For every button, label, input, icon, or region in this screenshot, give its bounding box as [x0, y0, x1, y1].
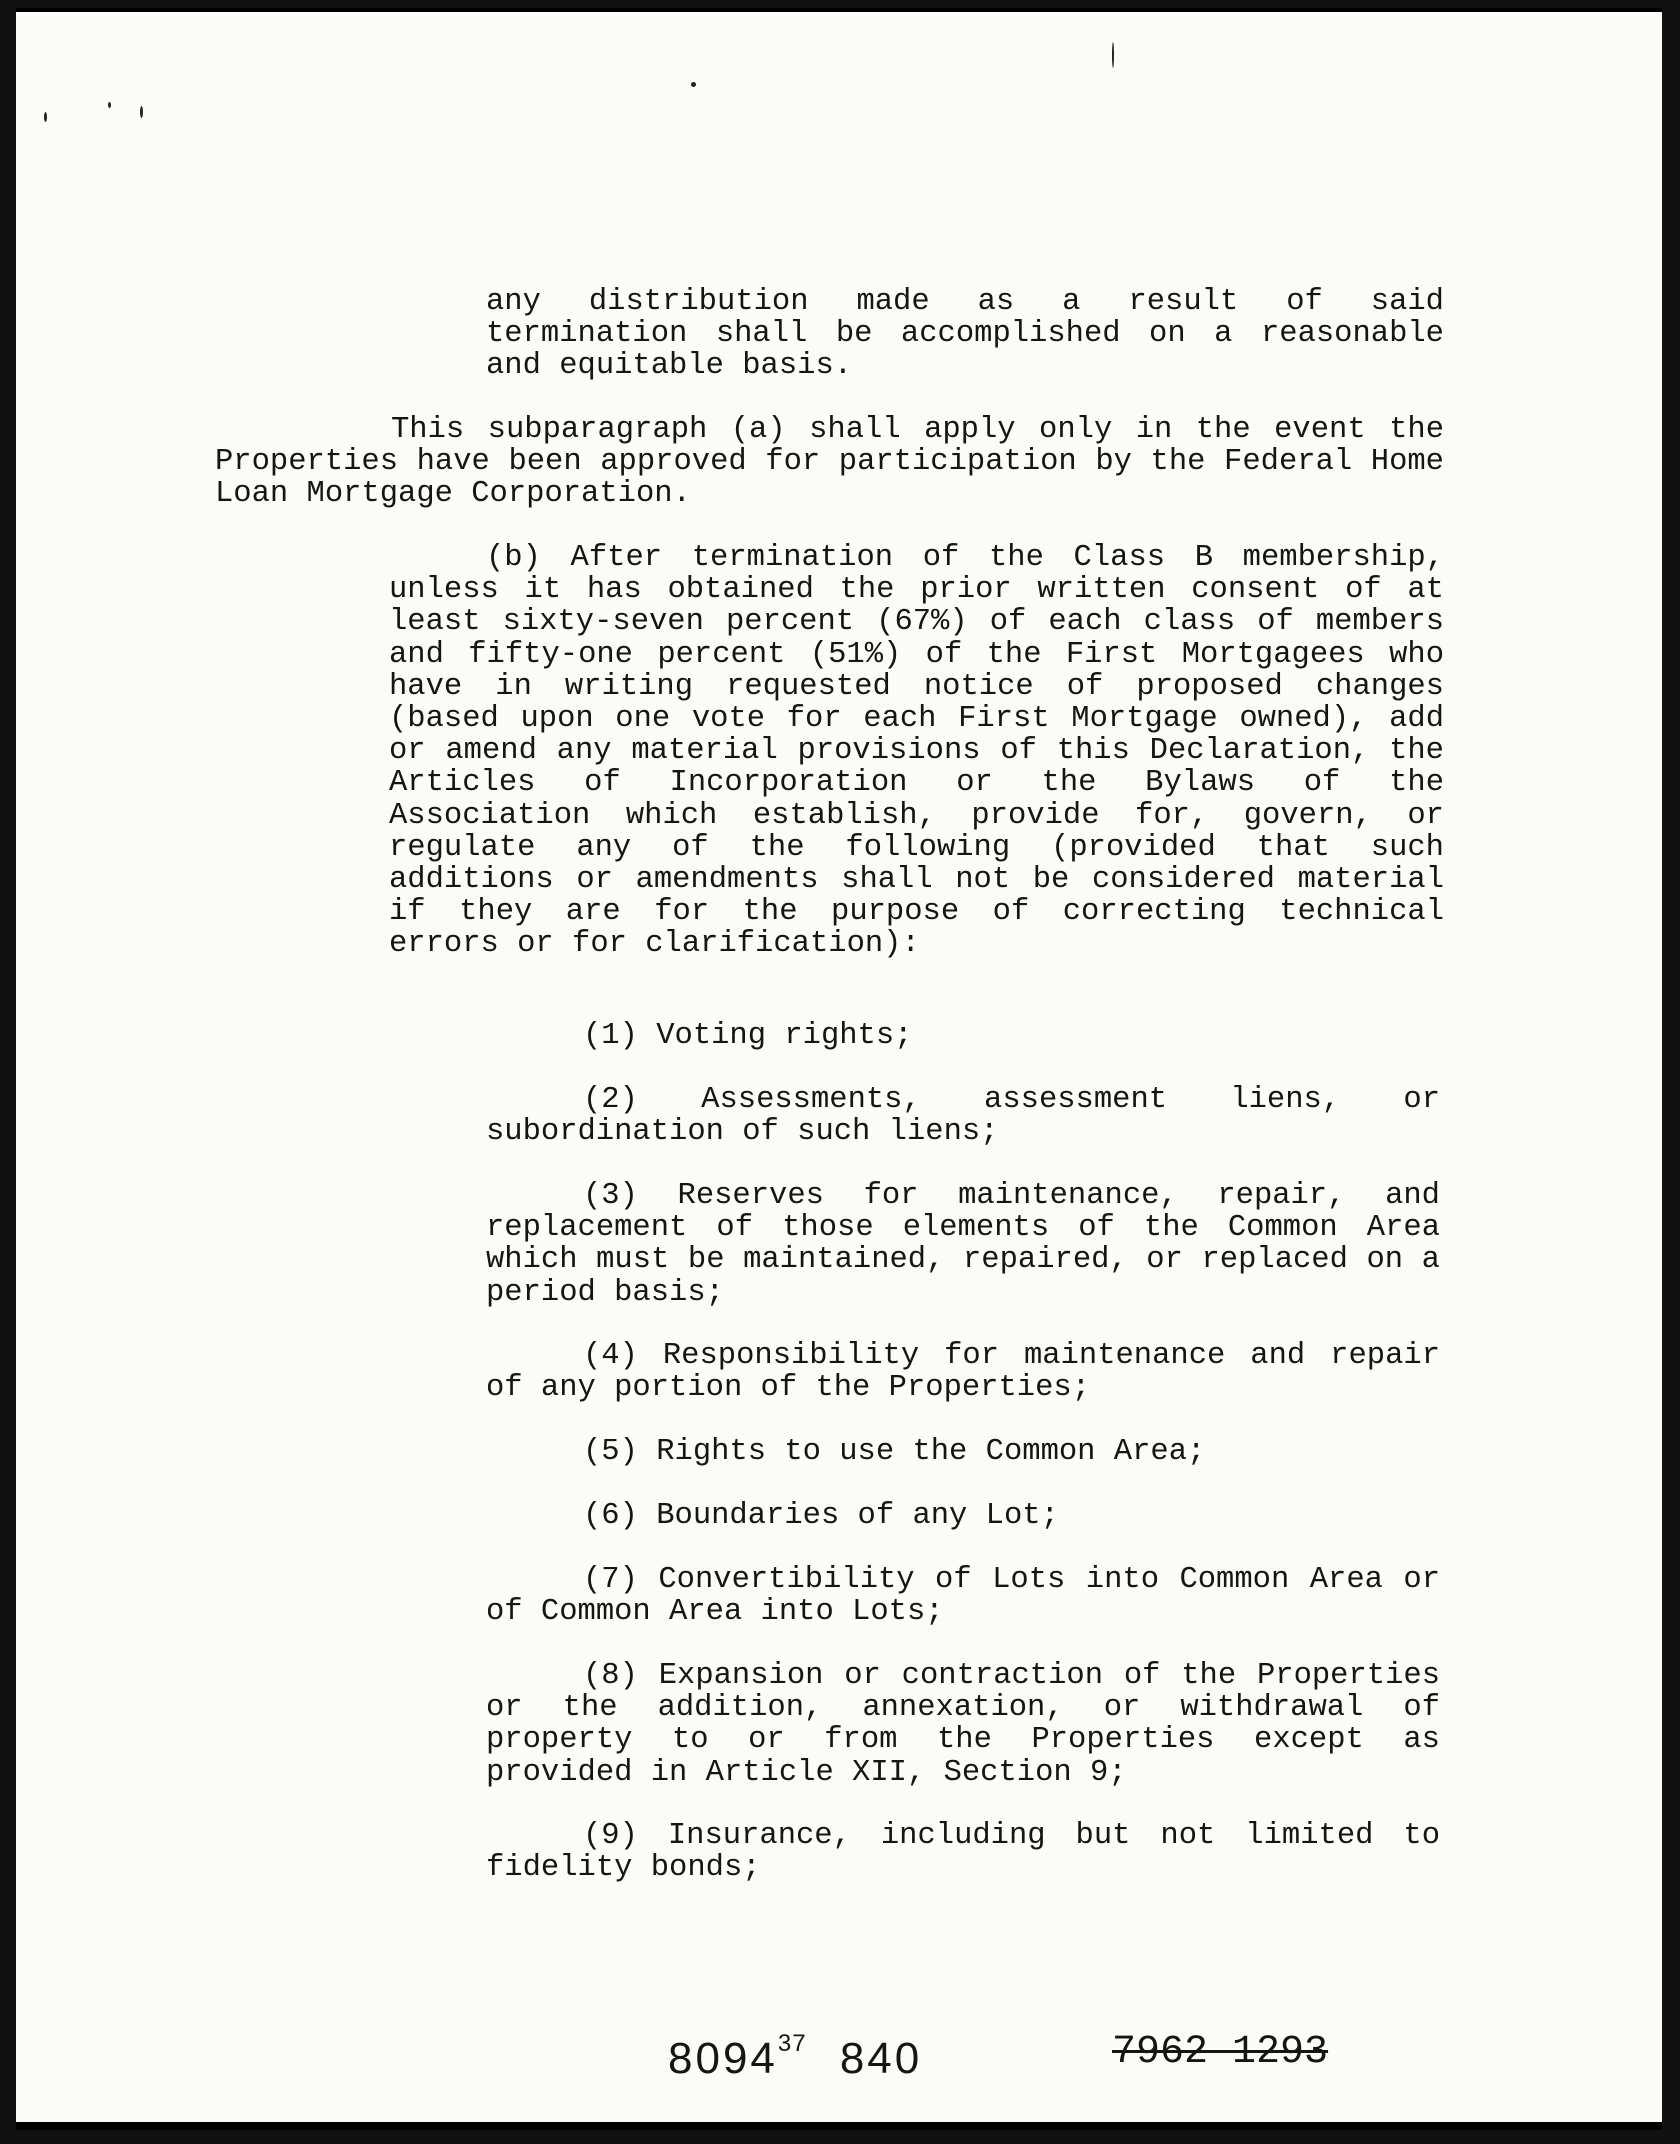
- list-item-8: (8) Expansion or contraction of the Properties or the addition, annexation, or withdrawal of property to or from the Properties except as provided in Article XII, Section 9;: [486, 1659, 1440, 1790]
- list-item-7: (7) Convertibility of Lots into Common Area or of Common Area into Lots;: [486, 1563, 1440, 1630]
- scan-speck: [1112, 42, 1114, 68]
- scan-speck: [140, 106, 143, 118]
- book-number: 8094: [668, 2034, 778, 2083]
- scan-speck: [44, 112, 47, 122]
- document-page: [16, 8, 1662, 2130]
- scan-speck: [108, 102, 111, 108]
- scan-edge-top: [16, 8, 1662, 12]
- list-item-1: (1) Voting rights;: [583, 1019, 913, 1053]
- paragraph-termination: any distribution made as a result of said termination shall be accomplished on a reasonable and equitable basis.: [486, 285, 1444, 384]
- page-number: 840: [839, 2034, 923, 2083]
- scan-edge-bottom: [16, 2122, 1662, 2130]
- footer-book-page: [668, 2030, 922, 2084]
- list-item-5: (5) Rights to use the Common Area;: [583, 1435, 1206, 1469]
- list-item-4: (4) Responsibility for maintenance and repair of any portion of the Properties;: [486, 1339, 1440, 1406]
- paragraph-b: (b) After termination of the Class B membership, unless it has obtained the prior written consent of at least sixty-seven percent (67%) of each class of members and fifty-one percent (51%) of the First Mortgagees who have in writing requested notice of proposed changes (based upon one vote for each First Mortgage owned), add or amend any material provisions of this Declaration, the Articles of Incorporation or the Bylaws of the Association which establish, provide for, govern, or regulate any of the following (provided that such additions or amendments shall not be considered material if they are for the purpose of correcting technical errors or for clarification):: [389, 541, 1444, 962]
- scan-speck: [691, 82, 696, 87]
- book-superscript: 37: [777, 2030, 807, 2057]
- list-item-3: (3) Reserves for maintenance, repair, and replacement of those elements of the Common Area which must be maintained, repaired, or replaced on a period basis;: [486, 1179, 1440, 1310]
- struck-number: 7962 1293: [1112, 2030, 1329, 2075]
- list-item-6: (6) Boundaries of any Lot;: [583, 1499, 1059, 1533]
- list-item-2: (2) Assessments, assessment liens, or subordination of such liens;: [486, 1083, 1440, 1150]
- paragraph-subparagraph-a: This subparagraph (a) shall apply only in the event the Properties have been approved for participation by the Federal Home Loan Mortgage Corporation.: [215, 413, 1444, 512]
- list-item-9: (9) Insurance, including but not limited to fidelity bonds;: [486, 1819, 1440, 1886]
